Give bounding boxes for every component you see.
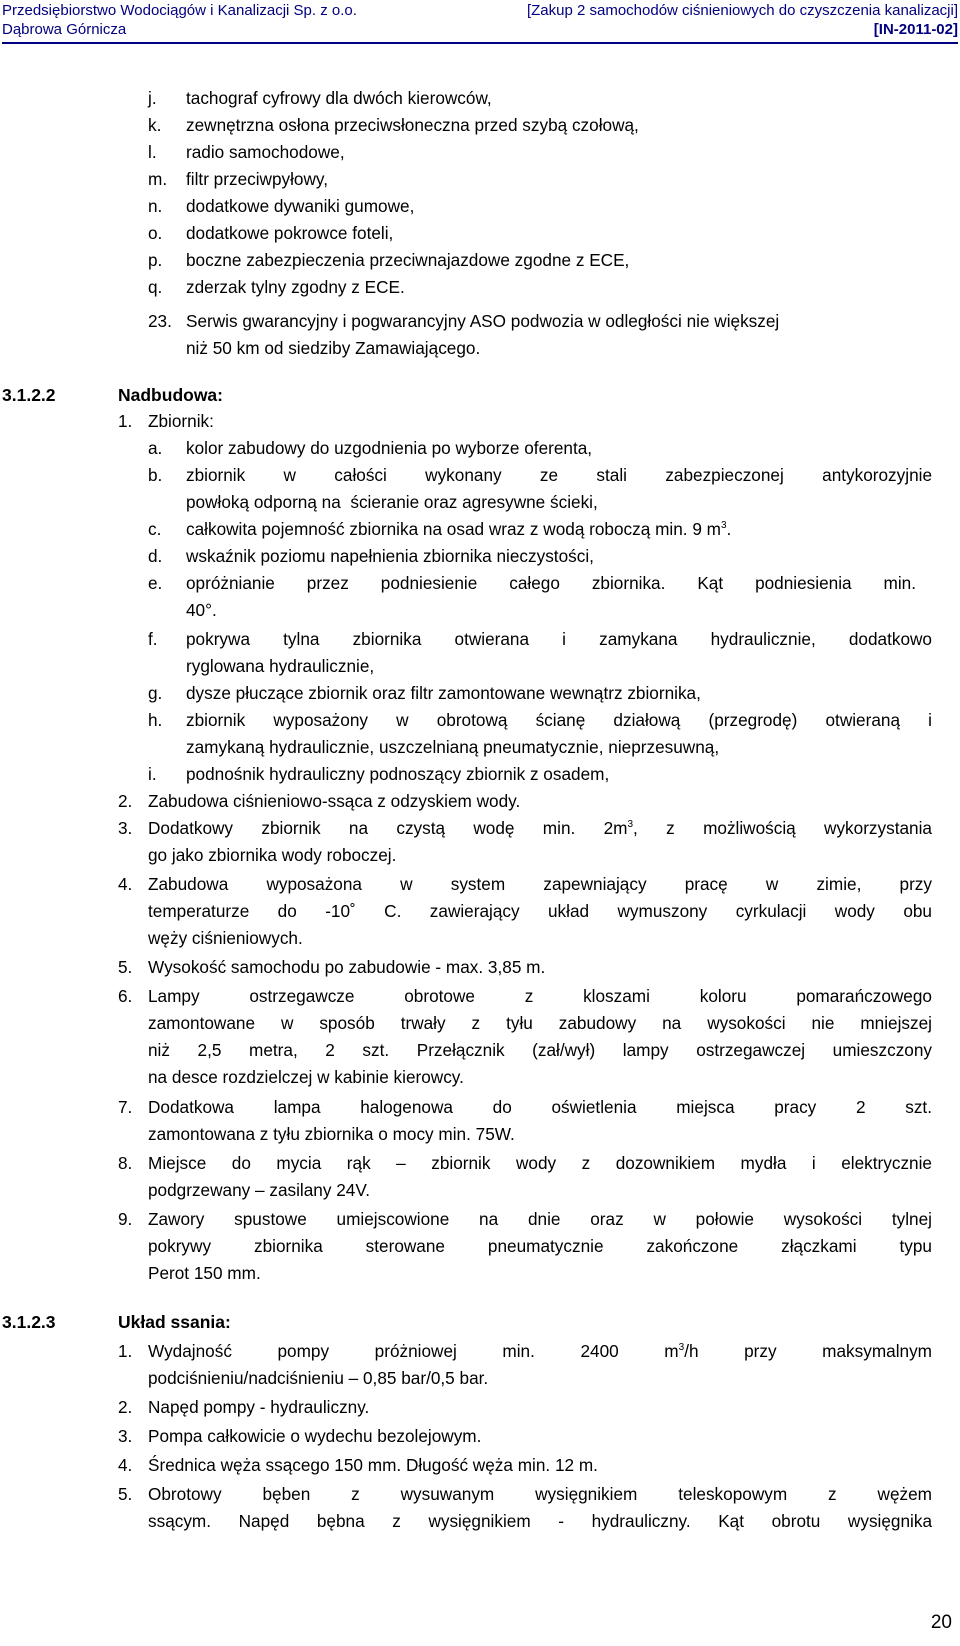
header-title-line2: [IN-2011-02]: [873, 21, 958, 38]
document-page: Przedsiębiorstwo Wodociągów i Kanalizacji Sp. z o.o. Dąbrowa Górnicza [Zakup 2 samochodów ciśnieniowych do czyszczenia kanalizacji] [IN-2011-02] j. tachograf cyfrowy dla dwóch kierowców, k. zewnętrzna osłona przeciwsłoneczna przed szybą czołową, l. radio samochodowe, m. filtr przeciwpyłowy, n. dodatkowe dywaniki gumowe, o. dodatkowe pokrowce foteli, p. boczne zabezpieczenia przeciwnajazdowe zgodne z ECE, q. zderzak tylny zgodny z ECE. 23. Serwis gwarancyjny i pogwarancyjny ASO podwozia w odległości nie większej niż 50 km od siedziby Zamawiającego. 3.1.2.2 Nadbudowa: 1. Zbiornik: a. kolor zabudowy do uzgodnienia po wyborze oferenta, b. zbiornik w całości wykonany ze stali zabezpieczonej antykorozyjnie powłoką odporną na ścieranie oraz agresywne ścieki, c. całkowita pojemność zbiornika na osad wraz z wodą roboczą min. 9 $m^3$. d. wskaźnik poziomu napełnienia zbiornika nieczystości, e. opróżnianie przez podniesienie całego zbiornika. Kąt podniesienia min. 40°. f. pokrywa tylna zbiornika otwierana i zamykana hydraulicznie, dodatkowo ryglowana hydraulicznie, g. dysze płuczące zbiornik oraz filtr zamontowane wewnątrz zbiornika, h. zbiornik wyposażony w obrotową ścianę działową (przegrodę) otwieraną i zamykaną hydraulicznie, uszczelnianą pneumatycznie, nieprzesuwną, i. podnośnik hydrauliczny podnoszący zbiornik z osadem, 2. Zabudowa ciśnieniowo-ssąca z odzyskiem wody. 3. Dodatkowy zbiornik na czystą wodę min. $2m^3$, z możliwością wykorzystania go jako zbiornika wody roboczej. 4. Zabudowa wyposażona w system zapewniający pracę w zimie, przy temperaturze do -10˚ C. zawierający układ wymuszony cyrkulacji wody obu węży ciśnieniowych. 5. Wysokość samochodu po zabudowie - max. 3,85 m. 6. Lampy ostrzegawcze obrotowe z kloszami koloru pomarańczowego zamontowane w sposób trwały z tyłu zabudowy na wysokości nie mniejszej niż 2,5 metra, 2 szt. Przełącznik (zał/wył) lampy ostrzegawczej umieszczony na desce rozdzielczej w kabinie kierowcy. 7. Dodatkowa lampa halogenowa do oświetlenia miejsca pracy 2 szt. zamontowana z tyłu zbiornika o mocy min. 75W. 8. Miejsce do mycia rąk – zbiornik wody z dozownikiem mydła i elektrycznie podgrzewany – zasilany 24V. 9. Zawory spustowe umiejscowione na dnie oraz w połowie wysokości tylnej pokrywy zbiornika sterowane pneumatycznie zakończone złączkami typu Perot 150 mm. 3.1.2.3 Układ ssania: 1. Wydajność pompy próżniowej min. 2400 $m^3/h$ przy maksymalnym podciśnieniu/nadciśnieniu – 0,85 bar/0,5 bar. 2. Napęd pompy - hydrauliczny. 3. Pompa całkowicie o wydechu bezolejowym. 4. Średnica węża ssącego 150 mm. Długość węża min. 12 m. 5. Obrotowy bęben z wysuwanym wysięgnikiem teleskopowym z wężem ssącym. Napęd bębna z wysięgnikiem - hydrauliczny. Kąt obrotu wysięgnika 20: [2, 2, 958, 1633]
header-rule: [2, 42, 958, 44]
header-title-line1: [Zakup 2 samochodów ciśnieniowych do czyszczenia kanalizacji]: [526, 2, 958, 19]
header-company-line2: Dąbrowa Górnicza: [2, 21, 127, 38]
header-company-line1: Przedsiębiorstwo Wodociągów i Kanalizacji Sp. z o.o.: [2, 2, 357, 19]
